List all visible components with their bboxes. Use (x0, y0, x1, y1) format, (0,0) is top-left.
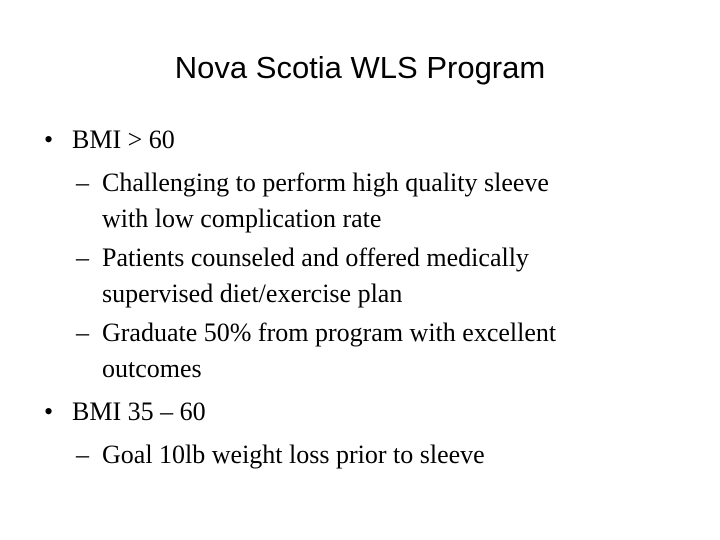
bullet-marker: • (44, 397, 54, 426)
bullet-marker: • (44, 125, 54, 154)
bullet-bmi-35-60: BMI 35 – 60 (72, 397, 206, 426)
subpoint-line: with low complication rate (102, 204, 382, 233)
subpoint-line: Challenging to perform high quality sleeve (102, 168, 549, 197)
dash-marker: – (76, 318, 89, 347)
bullet-bmi-over-60: BMI > 60 (72, 125, 175, 154)
subpoint-line: Graduate 50% from program with excellent (102, 318, 557, 347)
dash-marker: – (76, 440, 89, 469)
dash-marker: – (76, 168, 89, 197)
subpoint-line: supervised diet/exercise plan (102, 279, 403, 308)
subpoint-line: outcomes (102, 354, 202, 383)
subpoint-line: Goal 10lb weight loss prior to sleeve (102, 440, 485, 469)
slide-title: Nova Scotia WLS Program (174, 50, 546, 85)
dash-marker: – (76, 243, 89, 272)
subpoint-line: Patients counseled and offered medically (102, 243, 529, 272)
